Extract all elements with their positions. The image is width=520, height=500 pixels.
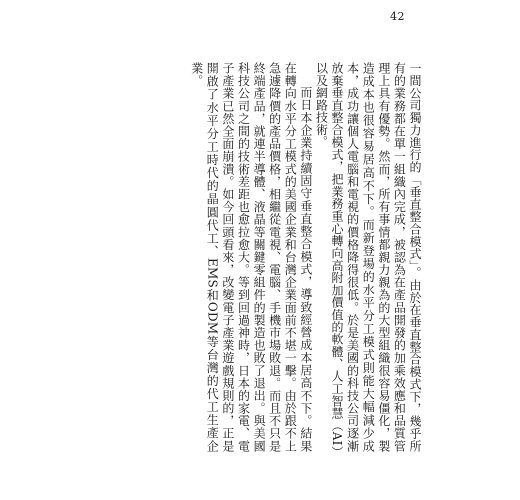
paragraph-2: 而日本企業持續固守垂直整合模式，導致經營成本居高不下。結果在轉向水平分工模式的美國企業和台灣企業面前不堪一擊。由於跟不上急遽降價的產品價格，相繼從電視、電腦、手機市場敗退。而且不只是終端產品，就連半導體、液晶等關鍵零組件的製造也敗了退出。與美國科技公司之間的技術差距也愈拉愈大。等到回過神時，日本的家電、電子產業已然全面崩潰。如今回頭看來，改變電子產業遊戲規則的，正是開啟了水平分工時代的晶圓代工、EMS和ODM等台灣的代工生產企業。 [189,62,313,452]
page-number: 42 [390,10,405,23]
paragraph-1: 一間公司獨力進行的「垂直整合模式」。由於在垂直整合模式下，幾乎所有的業務都在單一組織內完成，被認為在產品開發的加乘效應和品質管理上具有優勢。然而，所有事情都親力親為的大型組織很容易僵化，製造成本也很容易居高不下。而新登場的水平分工模式則能大幅減少成本，成功讓個人電腦和電視的價格降得很低。於是美國的科技公司逐漸放棄垂直整合模式，把業務重心轉向高附加價值的軟體、人工智慧（AI）以及網路技術。 [314,62,422,452]
body-text [189,62,422,452]
